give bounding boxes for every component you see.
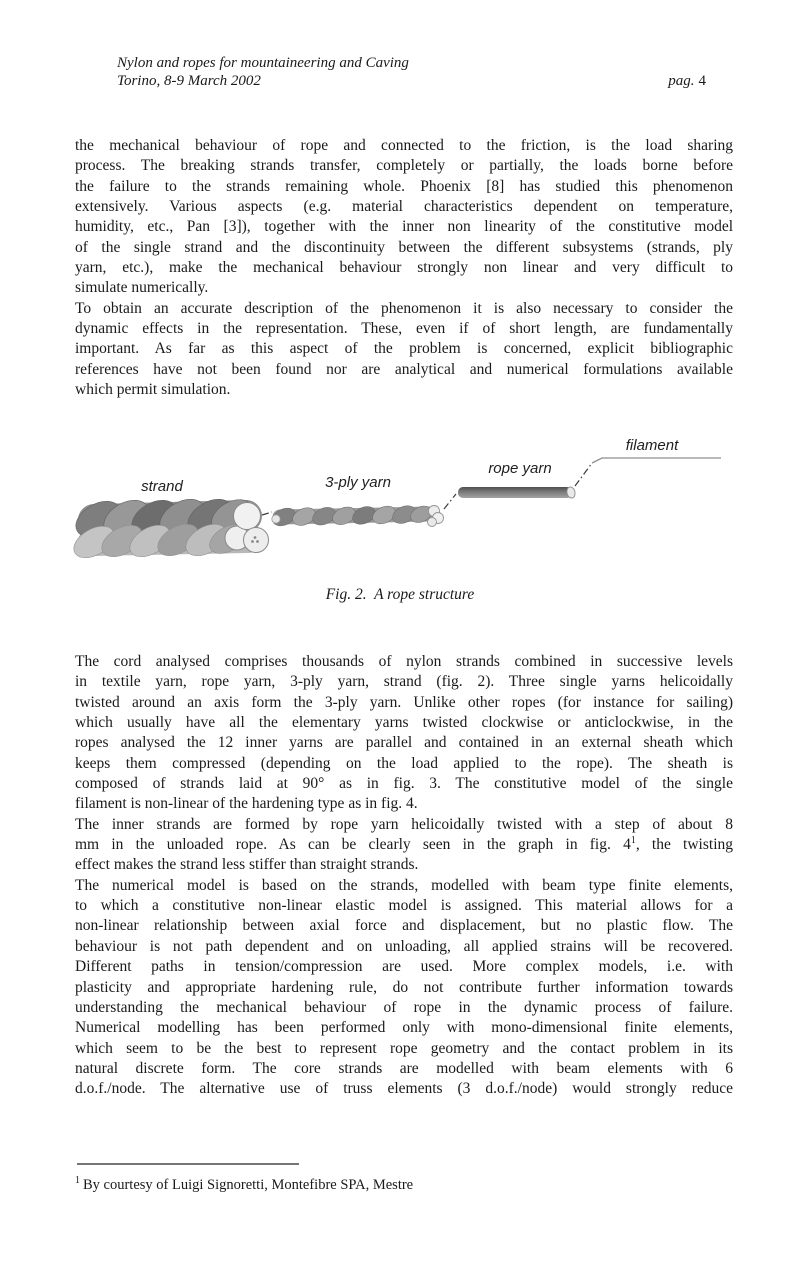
page-number-label: pag. xyxy=(668,73,695,89)
footnote-rule xyxy=(77,1163,299,1165)
text-line: humidity, etc., Pan [3]), together with the inner non linearity of the constitutive model xyxy=(75,218,733,236)
connector-ply-ropeyarn xyxy=(444,494,456,509)
text-line: which seem to be the best to represent rope geometry and the contact problem in its xyxy=(75,1039,733,1057)
text-line: The cord analysed comprises thousands of nylon strands combined in successive levels xyxy=(75,653,733,670)
text-line: process. The breaking strands transfer, completely or partially, the loads borne before xyxy=(75,157,733,175)
text-line: the failure to the strands remaining whole. Phoenix [8] has studied this phenomenon xyxy=(75,177,733,195)
ply-yarn-graphic xyxy=(270,502,444,529)
text-line: d.o.f./node. The alternative use of truss elements (3 d.o.f./node) would strongly reduce xyxy=(75,1080,733,1098)
page-header xyxy=(117,54,713,90)
text-line: ropes analysed the 12 inner yarns are parallel and contained in an external sheath which xyxy=(75,734,733,752)
text-line: composed of strands laid at 90° as in fig. 3. The constitutive model of the single xyxy=(75,775,733,793)
text-line: which usually have all the elementary yarns twisted clockwise or anticlockwise, in the xyxy=(75,714,733,732)
text-line: understanding the mechanical behaviour of rope in the dynamic process of failure. xyxy=(75,998,733,1016)
text-line: twisted around an axis form the 3-ply yarn. Unlike other ropes (for instance for sailing) xyxy=(75,693,733,711)
text-line: which permit simulation. xyxy=(75,381,231,399)
text-line: natural discrete form. The core strands are modelled with beam elements with 6 xyxy=(75,1059,733,1077)
text-line: simulate numerically. xyxy=(75,279,209,297)
body-text-block-1 xyxy=(75,136,733,400)
header-title: Nylon and ropes for mountaineering and Caving xyxy=(117,55,409,71)
connector-strand-ply xyxy=(262,512,272,515)
text-line: of the single strand and the discontinuity between the different subsystems (strands, ply xyxy=(75,238,733,256)
strand-graphic xyxy=(68,492,268,564)
footnote-ref: 1 xyxy=(630,834,636,846)
text-line: extensively. Various aspects (e.g. material characteristics dependent on temperature, xyxy=(75,198,733,216)
text-line: important. As far as this aspect of the problem is concerned, explicit bibliographic xyxy=(75,340,733,358)
text-line: the mechanical behaviour of rope and connected to the friction, is the load sharing xyxy=(75,137,733,154)
text-line: Different paths in tension/compression are used. More complex models, i.e. with xyxy=(75,958,733,976)
label-strand: strand xyxy=(141,478,183,495)
text-line: behaviour is not path dependent and on unloading, all applied strains will be recovered. xyxy=(75,937,733,955)
label-rope-yarn: rope yarn xyxy=(488,460,552,477)
text-line: filament is non-linear of the hardening type as in fig. 4. xyxy=(75,795,418,813)
footnote xyxy=(75,1171,675,1195)
footnote-marker: 1 xyxy=(75,1175,80,1186)
text-line: The numerical model is based on the strands, modelled with beam type finite elements, xyxy=(75,876,733,894)
connector-ropeyarn-filament xyxy=(575,463,592,486)
body-text-block-2 xyxy=(75,652,733,1100)
page-number-value: 4 xyxy=(698,73,706,89)
text-line: references have not been found nor are analytical and numerical formulations available xyxy=(75,360,733,378)
footnote-text: By courtesy of Luigi Signoretti, Montefibre SPA, Mestre xyxy=(83,1176,414,1193)
filament-graphic xyxy=(592,458,721,463)
text-line: The inner strands are formed by rope yarn helicoidally twisted with a step of about 8 xyxy=(75,815,733,833)
text-line: keeps them compressed (depending on the load applied to the rope). The sheath is xyxy=(75,754,733,772)
text-line: yarn, etc.), make the mechanical behaviour strongly non linear and very difficult to xyxy=(75,259,733,277)
text-line: dynamic effects in the representation. These, even if of short length, are fundamentally xyxy=(75,320,733,338)
text-line: To obtain an accurate description of the phenomenon it is also necessary to consider the xyxy=(75,299,733,317)
page-number xyxy=(668,72,706,90)
text-line: Numerical modelling has been performed only with mono-dimensional finite elements, xyxy=(75,1019,733,1037)
text-line: to which a constitutive non-linear elastic model is assigned. This material allows for a xyxy=(75,897,733,915)
label-filament: filament xyxy=(625,437,679,454)
text-line: effect makes the strand less stiffer than straight strands. xyxy=(75,856,419,874)
figure-rope-structure xyxy=(60,428,740,578)
text-line: non-linear relationship between axial force and displacement, but no plastic flow. The xyxy=(75,917,733,935)
text-line: mm in the unloaded rope. As can be clearly seen in the graph in fig. $4^1$, the twisting xyxy=(75,834,734,854)
header-subtitle: Torino, 8-9 March 2002 xyxy=(117,73,261,89)
text-line: plasticity and appropriate hardening rule, do not contribute further information towards xyxy=(75,978,733,996)
rope-yarn-graphic xyxy=(458,486,576,499)
text-line: in textile yarn, rope yarn, 3-ply yarn, strand (fig. 2). Three single yarns helicoidally xyxy=(75,673,733,691)
label-ply-yarn: 3-ply yarn xyxy=(325,474,391,491)
figure-caption: Fig. 2. A rope structure xyxy=(325,586,475,603)
